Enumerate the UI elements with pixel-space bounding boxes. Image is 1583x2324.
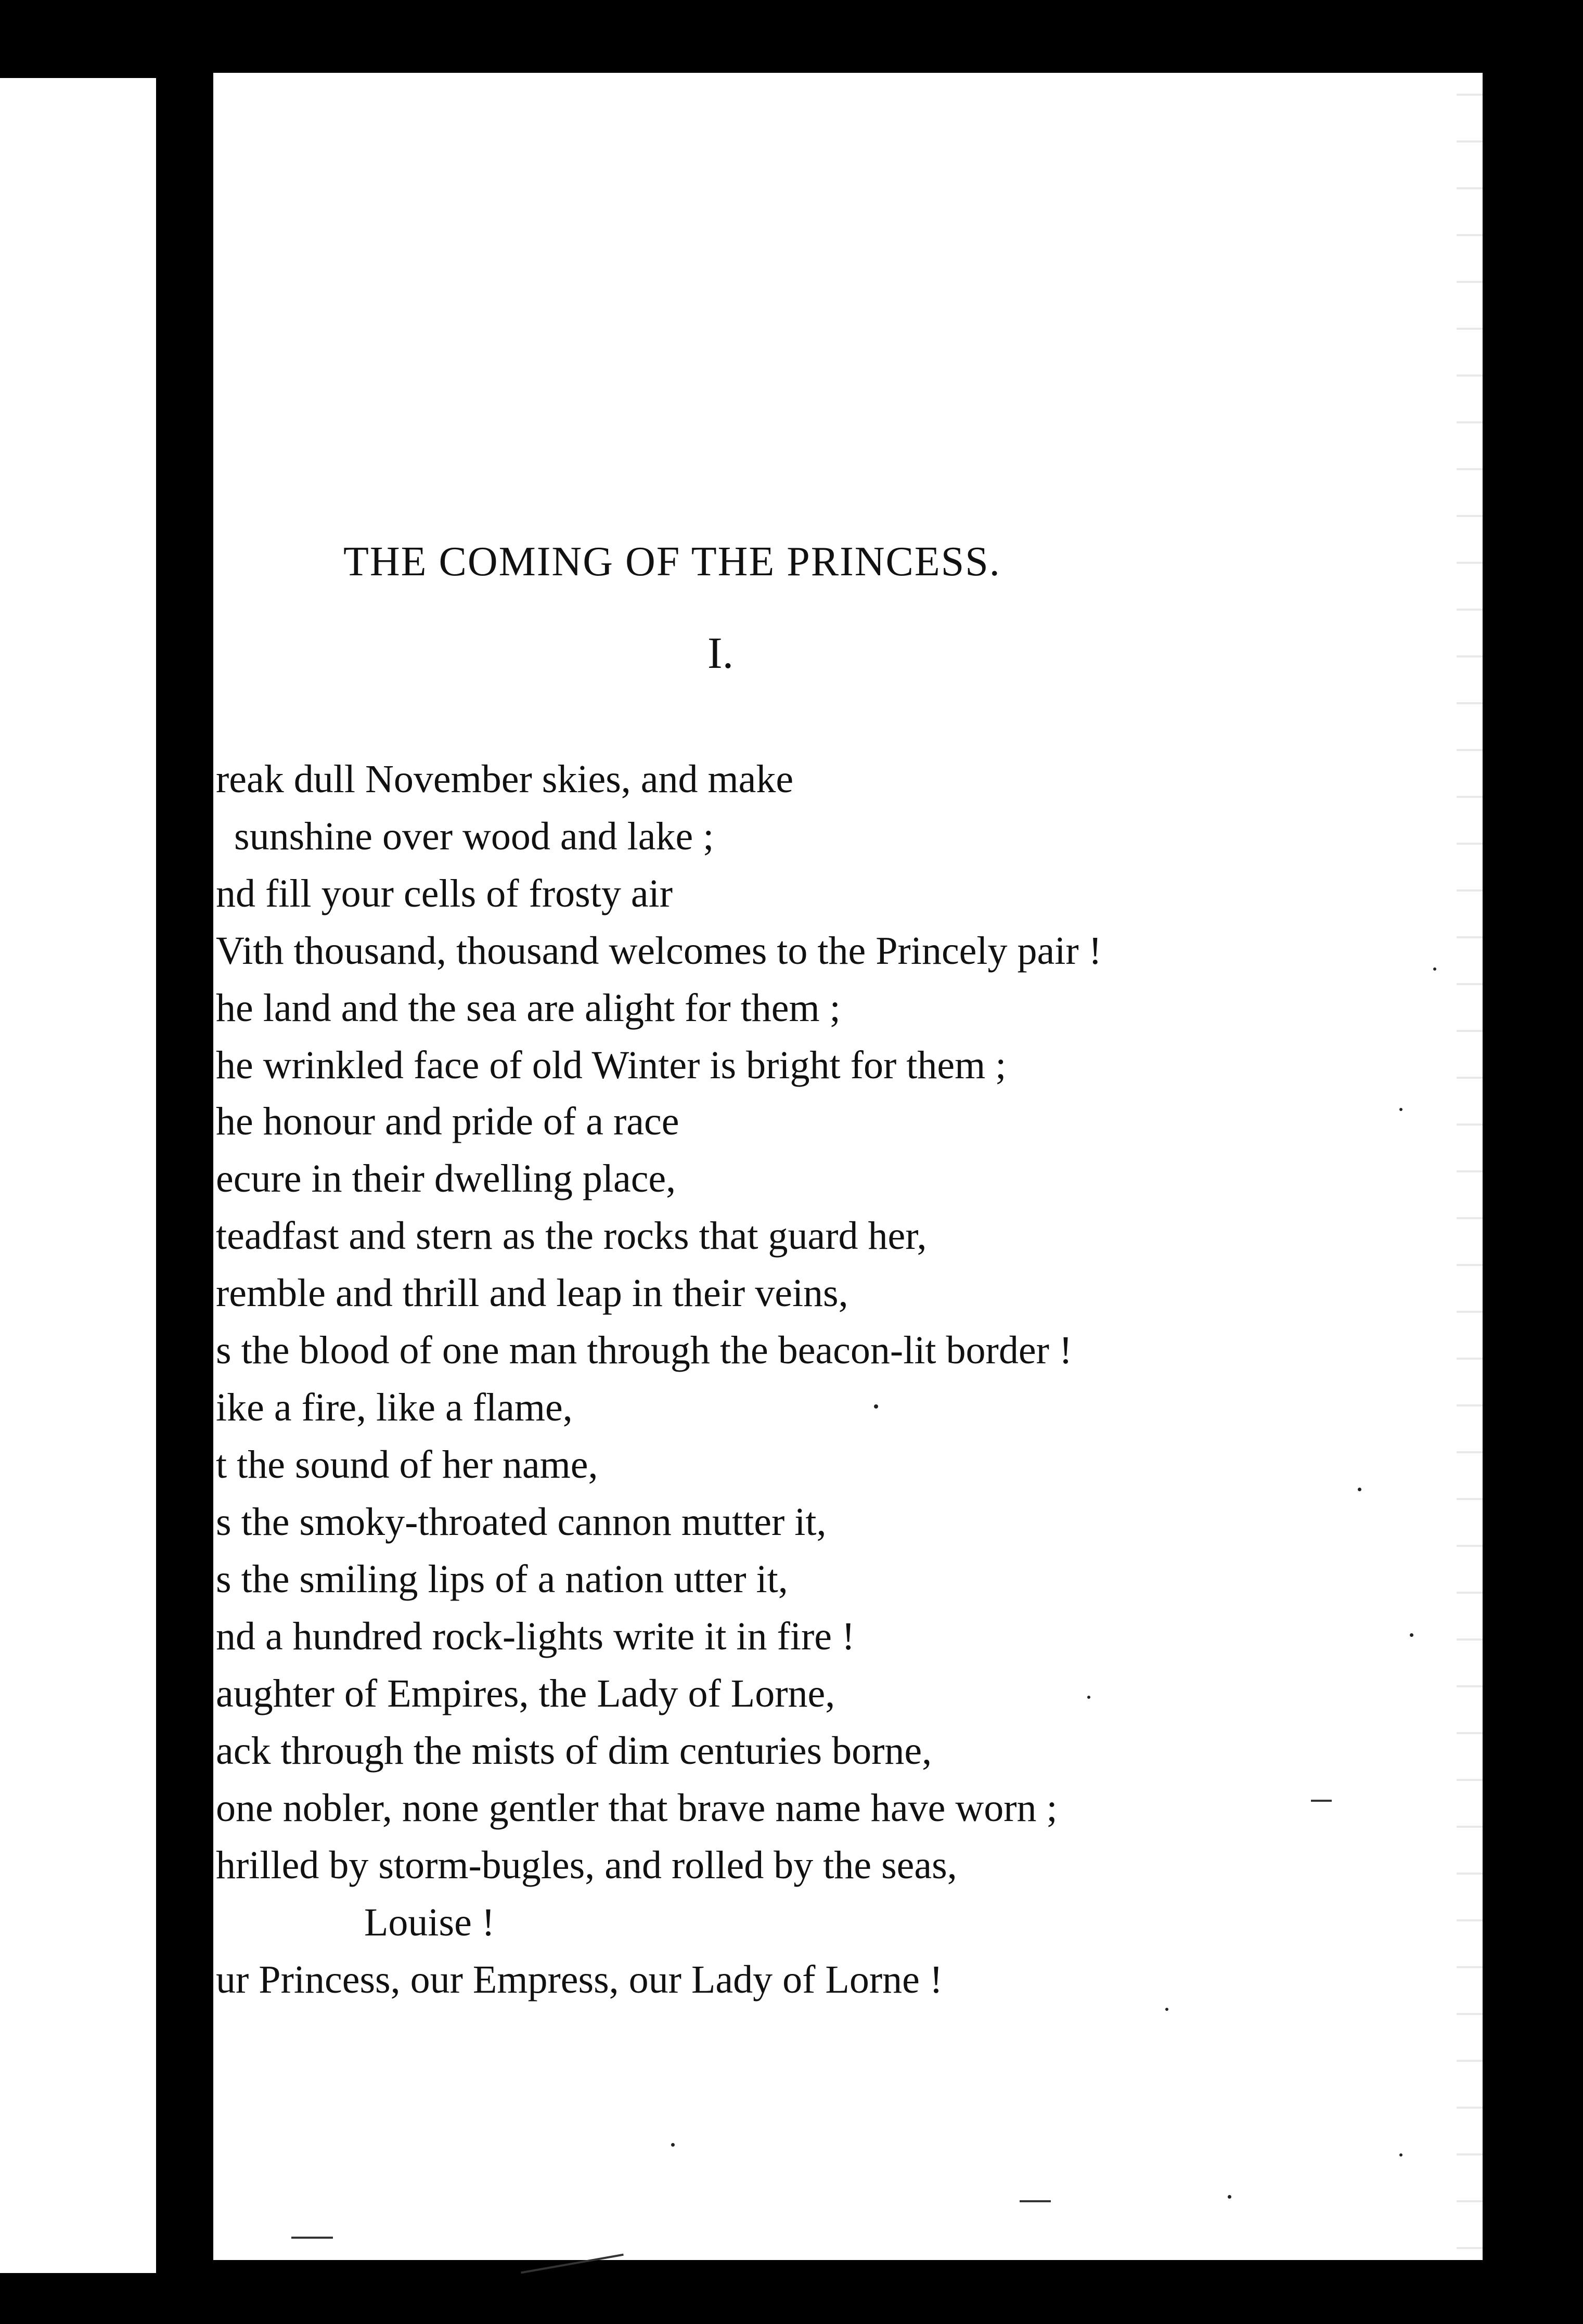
- book-page: [213, 73, 1483, 2260]
- scan-speck: [1410, 1633, 1413, 1637]
- scan-speck: [1358, 1488, 1361, 1491]
- poem-line: teadfast and stern as the rocks that guard her,: [216, 1214, 927, 1258]
- poem-line: remble and thrill and leap in their veins,: [216, 1271, 848, 1315]
- scan-speck: [1399, 1108, 1402, 1111]
- scan-speck: [874, 1404, 878, 1409]
- scan-speck: [1087, 1696, 1090, 1699]
- poem-line: Louise !: [364, 1901, 495, 1944]
- poem-line: he wrinkled face of old Winter is bright for them ;: [216, 1043, 1007, 1087]
- poem-line: aughter of Empires, the Lady of Lorne,: [216, 1672, 835, 1715]
- poem-line: t the sound of her name,: [216, 1443, 598, 1487]
- scan-speck: [1228, 2195, 1231, 2199]
- book-spine: [156, 47, 217, 2283]
- facing-page-strip: [0, 78, 156, 2273]
- poem-line: sunshine over wood and lake ;: [234, 815, 714, 858]
- poem-line: ack through the mists of dim centuries borne,: [216, 1729, 932, 1773]
- section-numeral: I.: [707, 628, 734, 678]
- poem-line: ur Princess, our Empress, our Lady of Lorne !: [216, 1958, 943, 2002]
- scan-speck: [671, 2143, 675, 2147]
- poem-line: he land and the sea are alight for them ;: [216, 986, 841, 1030]
- poem-line: ecure in their dwelling place,: [216, 1157, 676, 1200]
- poem-line: he honour and pride of a race: [216, 1100, 679, 1143]
- poem-line: Vith thousand, thousand welcomes to the Princely pair !: [216, 929, 1102, 973]
- poem-line: nd a hundred rock-lights write it in fire !: [216, 1615, 855, 1658]
- scan-mark: [1020, 2200, 1051, 2202]
- poem-line: ike a fire, like a flame,: [216, 1386, 573, 1429]
- scan-speck: [1433, 967, 1436, 971]
- poem-line: s the smiling lips of a nation utter it,: [216, 1557, 788, 1601]
- page-edge: [1457, 73, 1483, 2260]
- poem-line: s the blood of one man through the beacon-lit border !: [216, 1328, 1073, 1372]
- poem-line: reak dull November skies, and make: [216, 757, 794, 801]
- poem-line: nd fill your cells of frosty air: [216, 872, 673, 915]
- scan-mark: [291, 2237, 333, 2239]
- poem-line: hrilled by storm-bugles, and rolled by the seas,: [216, 1843, 957, 1887]
- scan-mark: [1311, 1800, 1332, 1802]
- poem-line: s the smoky-throated cannon mutter it,: [216, 1500, 827, 1544]
- scan-speck: [1399, 2153, 1402, 2157]
- poem-line: one nobler, none gentler that brave name have worn ;: [216, 1786, 1058, 1830]
- scan-speck: [1165, 2008, 1168, 2011]
- poem-title: THE COMING OF THE PRINCESS.: [343, 539, 1001, 585]
